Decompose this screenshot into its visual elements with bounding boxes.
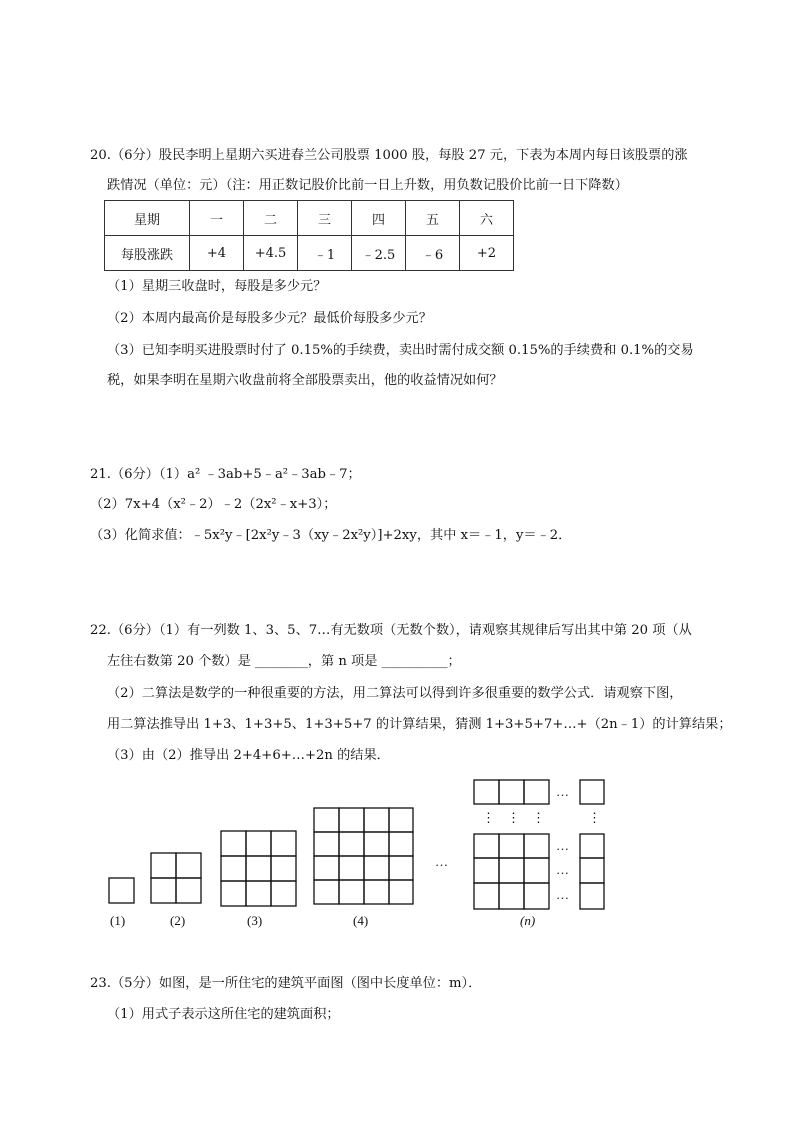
q20-part3b: 税，如果李明在星期六收盘前将全部股票卖出，他的收益情况如何？: [107, 373, 503, 388]
ellipsis-top: …: [556, 784, 569, 799]
q23-line2: （1）用式子表示这所住宅的建筑面积；: [107, 1007, 340, 1022]
figure-label-n: (n): [520, 913, 536, 928]
q21-line3: （3）化简求值：﹣5x²y﹣[2x²y﹣3（xy﹣2x²y）]+2xy，其中 x＝﹣1，y＝﹣2．: [90, 528, 572, 543]
figure-label-4: (4): [353, 913, 369, 928]
table-value-cell: +4.5: [244, 236, 298, 271]
q20-line1: 20.（6分）股民李明上星期六买进春兰公司股票 1000 股，每股 27 元，下表为本周内每日该股票的涨: [90, 148, 688, 163]
vellipsis-2: ⋮: [507, 810, 520, 825]
ellipsis-row-1: …: [556, 838, 569, 853]
table-day-cell: 二: [244, 201, 298, 236]
table-value-cell: ﹣1: [298, 236, 352, 271]
grid-1x1: [109, 878, 134, 903]
q22-line2: 左往右数第 20 个数）是 ________，第 n 项是 __________；: [107, 654, 461, 669]
q20-part1: （1）星期三收盘时，每股是多少元？: [107, 279, 327, 294]
q22-line5: （3）由（2）推导出 2+4+6+…+2n 的结果．: [107, 748, 390, 763]
q22-line4: 用二算法推导出 1+3、1+3+5、1+3+5+7 的计算结果，猜测 1+3+5+7+…+（2n﹣1）的计算结果；: [107, 717, 732, 732]
figure-label-3: (3): [247, 913, 263, 928]
vellipsis-4: ⋮: [588, 810, 601, 825]
table-value-row: [105, 236, 514, 271]
q22-line3: （2）二算法是数学的一种很重要的方法，用二算法可以得到许多很重要的数学公式．请观察下图，: [107, 686, 683, 701]
q23-line1: 23.（5分）如图，是一所住宅的建筑平面图（图中长度单位：m）．: [90, 976, 482, 991]
figure-ellipsis: …: [435, 854, 448, 869]
table-header-row: [105, 201, 514, 236]
q21-line2: （2）7x+4（x²﹣2）﹣2（2x²﹣x+3）；: [90, 497, 337, 512]
stock-change-table: [104, 200, 514, 271]
ellipsis-row-3: …: [556, 887, 569, 902]
q22-line1: 22.（6分）（1）有一列数 1、3、5、7…有无数项（无数个数），请观察其规律后写出其中第 20 项（从: [90, 623, 692, 638]
grid-2x2: [151, 853, 201, 903]
table-value-cell: +2: [460, 236, 514, 271]
table-day-cell: 六: [460, 201, 514, 236]
table-value-cell: ﹣6: [406, 236, 460, 271]
table-day-cell: 四: [352, 201, 406, 236]
ellipsis-row-2: …: [556, 862, 569, 877]
grid-nxn: [474, 780, 604, 909]
q20-part2: （2）本周内最高价是每股多少元？最低价每股多少元？: [107, 311, 432, 326]
table-value-cell: ﹣2.5: [352, 236, 406, 271]
q20-line2: 跌情况（单位：元）（注：用正数记股价比前一日上升数，用负数记股价比前一日下降数）: [107, 178, 628, 193]
q21-line1: 21.（6分）（1）a² ﹣3ab+5﹣a²﹣3ab﹣7；: [90, 467, 361, 482]
figure-label-1: (1): [110, 913, 126, 928]
grid-4x4: [314, 808, 413, 904]
vellipsis-1: ⋮: [482, 810, 495, 825]
vellipsis-3: ⋮: [532, 810, 545, 825]
table-row-label: 每股涨跌: [105, 236, 190, 271]
table-day-cell: 一: [190, 201, 244, 236]
grid-3x3: [221, 831, 296, 906]
figure-label-2: (2): [170, 913, 186, 928]
table-day-cell: 三: [298, 201, 352, 236]
table-value-cell: +4: [190, 236, 244, 271]
odd-sum-squares-figure: [100, 770, 620, 935]
table-header-label: 星期: [105, 201, 190, 236]
q20-part3a: （3）已知李明买进股票时付了 0.15%的手续费，卖出时需付成交额 0.15%的手续费和 0.1%的交易: [107, 343, 694, 358]
table-day-cell: 五: [406, 201, 460, 236]
